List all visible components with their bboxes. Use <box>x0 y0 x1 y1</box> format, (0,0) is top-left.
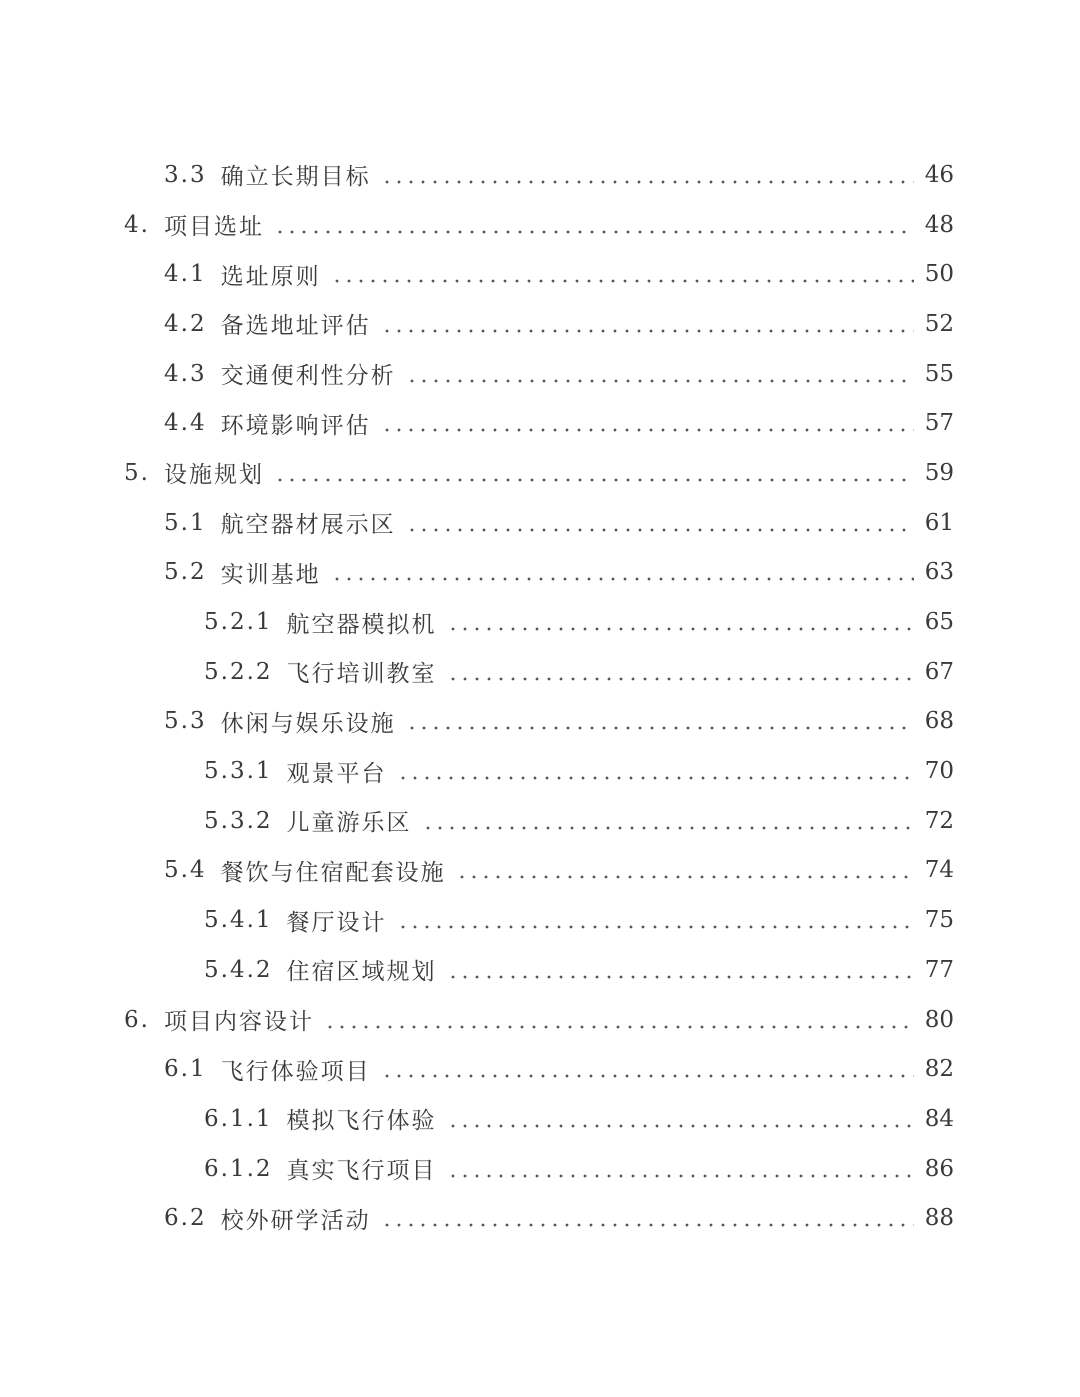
toc-entry-title: 校外研学活动 <box>220 1207 371 1234</box>
toc-entry-page: 68 <box>924 708 954 735</box>
toc-entry[interactable] <box>0 995 1080 1045</box>
toc-entry-page: 55 <box>924 360 954 387</box>
toc-entry-page: 52 <box>924 310 954 337</box>
toc-entry-page: 70 <box>924 758 954 785</box>
toc-dot-leader <box>324 1025 914 1029</box>
toc-entry-title: 备选地址评估 <box>220 313 371 340</box>
toc-dot-leader <box>274 478 914 482</box>
toc-entry-page: 46 <box>924 161 954 188</box>
toc-entry-number: 5.4.2 <box>204 956 273 983</box>
toc-entry-page: 80 <box>924 1006 954 1033</box>
table-of-contents <box>0 150 1080 1243</box>
toc-entry-number: 5.1 <box>164 509 207 536</box>
toc-entry[interactable] <box>0 1044 1080 1094</box>
toc-dot-leader <box>406 379 914 383</box>
toc-entry-title: 项目内容设计 <box>163 1009 314 1036</box>
toc-entry-title: 飞行培训教室 <box>286 661 437 688</box>
toc-entry[interactable] <box>0 697 1080 747</box>
toc-entry-page: 75 <box>924 907 954 934</box>
toc-entry-title: 确立长期目标 <box>220 164 371 191</box>
toc-entry-number: 5.3.2 <box>204 807 273 834</box>
toc-entry[interactable] <box>0 398 1080 448</box>
toc-entry[interactable] <box>0 1144 1080 1194</box>
toc-entry-page: 61 <box>924 509 954 536</box>
toc-dot-leader <box>447 677 914 681</box>
toc-entry[interactable] <box>0 349 1080 399</box>
toc-entry-number: 6.1.2 <box>204 1155 273 1182</box>
toc-dot-leader <box>381 180 914 184</box>
toc-entry-number: 6.1.1 <box>204 1105 273 1132</box>
toc-entry-number: 5.3 <box>164 708 207 735</box>
toc-entry-title: 休闲与娱乐设施 <box>220 710 396 737</box>
toc-dot-leader <box>381 329 914 333</box>
toc-entry-title: 餐饮与住宿配套设施 <box>220 859 446 886</box>
toc-entry-title: 选址原则 <box>220 263 321 290</box>
toc-dot-leader <box>406 726 914 730</box>
toc-entry-title: 住宿区域规划 <box>286 959 437 986</box>
toc-entry[interactable] <box>0 1094 1080 1144</box>
toc-entry-page: 84 <box>924 1105 954 1132</box>
toc-entry-title: 模拟飞行体验 <box>286 1108 437 1135</box>
toc-entry[interactable] <box>0 299 1080 349</box>
toc-dot-leader <box>447 627 914 631</box>
toc-entry-page: 88 <box>924 1205 954 1232</box>
toc-entry[interactable] <box>0 895 1080 945</box>
toc-entry-number: 5.4 <box>164 857 207 884</box>
toc-dot-leader <box>397 925 914 929</box>
toc-dot-leader <box>331 577 914 581</box>
toc-entry-page: 72 <box>924 807 954 834</box>
toc-entry-title: 观景平台 <box>286 760 387 787</box>
toc-entry-title: 项目选址 <box>163 214 264 241</box>
toc-dot-leader <box>422 826 914 830</box>
toc-entry-title: 实训基地 <box>220 561 321 588</box>
toc-entry-number: 4.3 <box>164 360 207 387</box>
toc-dot-leader <box>447 975 914 979</box>
toc-entry[interactable] <box>0 150 1080 200</box>
toc-entry-title: 航空器材展示区 <box>220 512 396 539</box>
toc-entry[interactable] <box>0 1193 1080 1243</box>
toc-entry-number: 6.1 <box>164 1056 207 1083</box>
toc-entry[interactable] <box>0 846 1080 896</box>
toc-entry-page: 63 <box>924 559 954 586</box>
toc-dot-leader <box>381 1223 914 1227</box>
toc-dot-leader <box>381 1074 914 1078</box>
toc-entry-number: 5.2.2 <box>204 658 273 685</box>
toc-entry[interactable] <box>0 597 1080 647</box>
toc-entry-number: 5. <box>124 459 150 486</box>
toc-entry-page: 48 <box>924 211 954 238</box>
toc-dot-leader <box>447 1124 914 1128</box>
toc-dot-leader <box>456 875 914 879</box>
toc-dot-leader <box>406 528 914 532</box>
toc-entry-page: 82 <box>924 1056 954 1083</box>
toc-entry-page: 77 <box>924 956 954 983</box>
toc-entry-title: 航空器模拟机 <box>286 611 437 638</box>
toc-entry[interactable] <box>0 448 1080 498</box>
toc-entry-number: 5.3.1 <box>204 758 273 785</box>
toc-entry[interactable] <box>0 498 1080 548</box>
toc-entry-page: 74 <box>924 857 954 884</box>
toc-entry-title: 设施规划 <box>163 462 264 489</box>
toc-entry[interactable] <box>0 647 1080 697</box>
toc-entry-title: 餐厅设计 <box>286 909 387 936</box>
toc-entry-number: 4.1 <box>164 261 207 288</box>
toc-dot-leader <box>381 428 914 432</box>
toc-dot-leader <box>397 776 914 780</box>
toc-entry-number: 4. <box>124 211 150 238</box>
toc-entry-page: 57 <box>924 410 954 437</box>
toc-entry-title: 环境影响评估 <box>220 412 371 439</box>
toc-entry-number: 6. <box>124 1006 150 1033</box>
toc-entry-number: 6.2 <box>164 1205 207 1232</box>
toc-entry-number: 5.4.1 <box>204 907 273 934</box>
toc-entry[interactable] <box>0 746 1080 796</box>
toc-dot-leader <box>274 230 914 234</box>
toc-entry-page: 67 <box>924 658 954 685</box>
toc-entry-number: 4.2 <box>164 310 207 337</box>
toc-entry[interactable] <box>0 796 1080 846</box>
toc-entry-title: 真实飞行项目 <box>286 1158 437 1185</box>
toc-entry-number: 5.2 <box>164 559 207 586</box>
toc-entry-page: 86 <box>924 1155 954 1182</box>
toc-entry-number: 5.2.1 <box>204 609 273 636</box>
toc-entry-page: 50 <box>924 261 954 288</box>
toc-entry[interactable] <box>0 200 1080 250</box>
toc-entry-number: 4.4 <box>164 410 207 437</box>
toc-entry-number: 3.3 <box>164 161 207 188</box>
toc-entry-title: 飞行体验项目 <box>220 1058 371 1085</box>
toc-entry[interactable] <box>0 249 1080 299</box>
toc-entry-title: 儿童游乐区 <box>286 810 412 837</box>
toc-entry-page: 65 <box>924 609 954 636</box>
toc-entry[interactable] <box>0 548 1080 598</box>
toc-entry-page: 59 <box>924 459 954 486</box>
toc-entry-title: 交通便利性分析 <box>220 363 396 390</box>
toc-dot-leader <box>331 279 914 283</box>
toc-entry[interactable] <box>0 945 1080 995</box>
toc-dot-leader <box>447 1174 914 1178</box>
